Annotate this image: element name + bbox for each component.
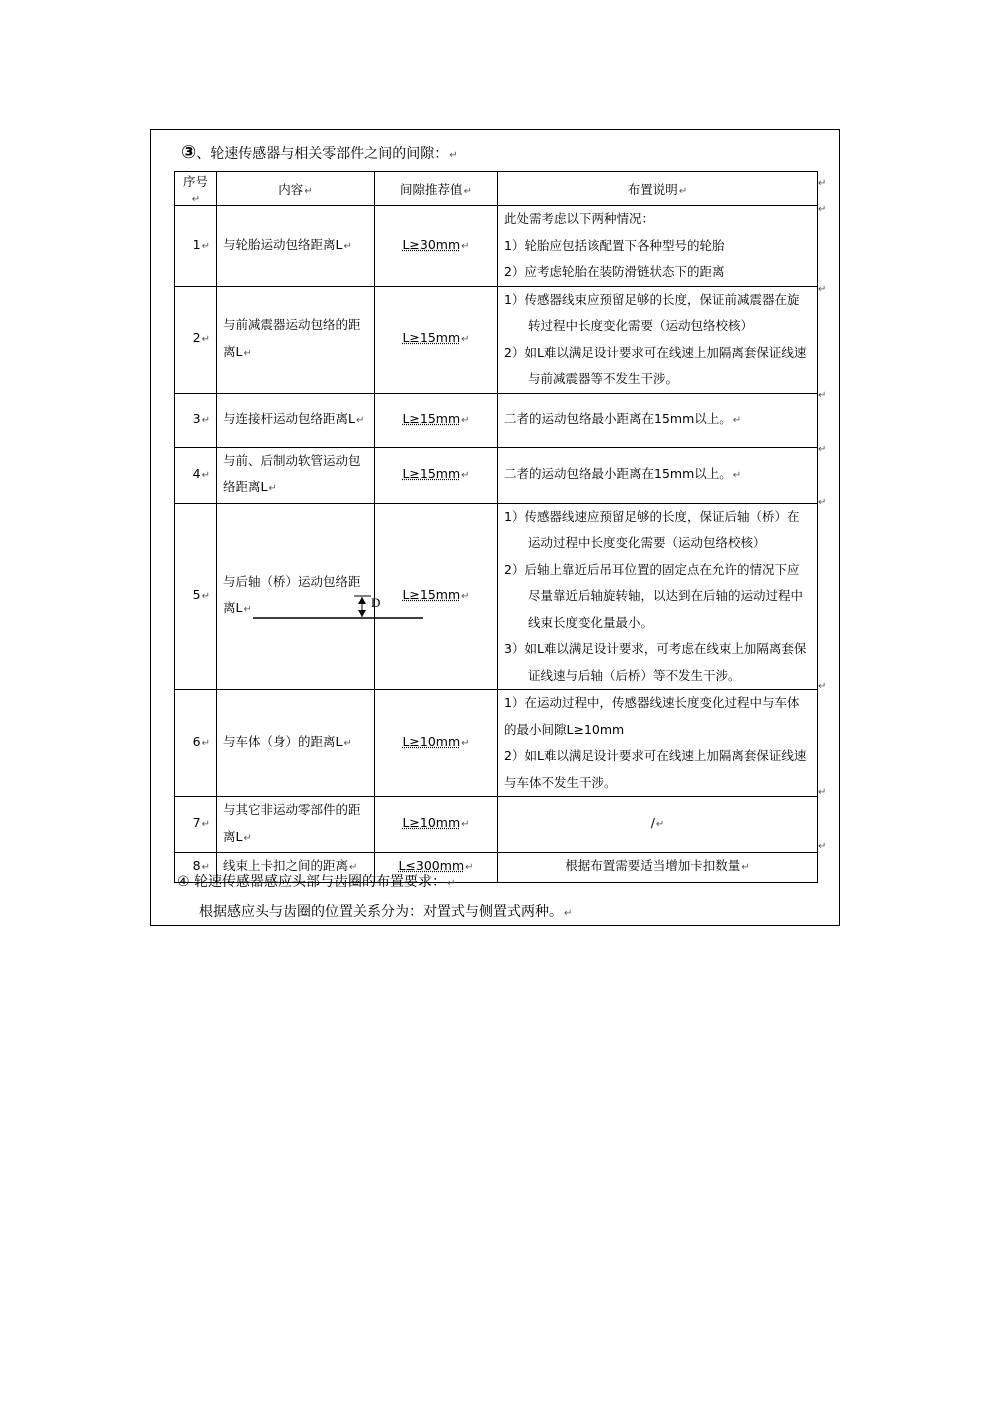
- header-value: 间隙推荐值↵: [375, 172, 498, 206]
- row-notes: 二者的运动包络最小距离在15mm以上。↵: [498, 447, 818, 503]
- table-row: [175, 447, 818, 503]
- row-num: 1↵: [175, 206, 217, 287]
- row-content: 与后轴（桥）运动包络距离L↵: [217, 503, 375, 690]
- document-frame: ③、轮速传感器与相关零部件之间的间隙：↵ 序号↵ 内容↵ 间隙推荐值↵ 布置说明↵ 1↵ 与轮胎运动包络距离L↵ L≥30mm↵ 此处需考虑以下两种情况： 1）轮胎应包括该配置下各种型号的轮胎 2）应考虑轮胎在装防滑链状态下的距离 2↵ 与前减震器运动包络的距离L↵ L≥15mm↵ 1）传感器线束应预留足够的长度，保证前减震器在旋转过程中长度变化需要（运动包络校核） 2）如L难以满足设计要求可在线速上加隔离套保证线速与前减震器等不发生干涉。 3↵ 与连接杆运动包络距离L↵ L≥15mm↵ 二者的运动包络最小距离在15mm以上。↵ 4↵ 与前、后制动软管运动包络距离L↵ L≥15mm↵ 二者的运动包络最小距离在15mm以上。↵ 5↵ 与后轴（桥）运动包络距离L↵ L≥15mm↵ 1）传感器线速应预留足够的长度，保证后轴（桥）在运动过程中长度变化需要（运动包络校核） 2）后轴上靠近后吊耳位置的固定点在允许的情况下应尽量靠近后轴旋转轴，以达到在后轴的运动过程中线束长度变化量最小。 3）如L难以满足设计要求，可考虑在线束上加隔离套保证线速与后轴（后桥）等不发生干涉。 6↵ 与车体（身）的距离L↵ L≥10mm↵ 1）在运动过程中，传感器线速长度变化过程中与车体的最小间隙L≥10mm 2）如L难以满足设计要求可在线速上加隔离套保证线速与车体不发生干涉。 7↵ 与其它非运动零部件的距离L↵ L≥10mm↵ /↵ 8↵ 线束上卡扣之间的距离↵ L≤300mm↵ 根据布置需要适当增加卡扣数量↵ ↵ ↵ ↵ ↵ ↵ ↵ ↵ ↵ ↵ D ④ 轮速传感器感应头部与齿圈的布置要求：↵ 根据感应头与齿圈的位置关系分为：对置式与侧置式两种。↵: [150, 129, 840, 926]
- row-notes: /↵: [498, 797, 818, 853]
- diagram-label: D: [371, 595, 381, 610]
- row-notes: 此处需考虑以下两种情况： 1）轮胎应包括该配置下各种型号的轮胎 2）应考虑轮胎在装防滑链状态下的距离: [498, 206, 818, 287]
- header-num: 序号↵: [175, 172, 217, 206]
- row-value: L≤300mm↵: [375, 853, 498, 883]
- subsection-text: 根据感应头与齿圈的位置关系分为：对置式与侧置式两种。↵: [199, 904, 573, 920]
- section-heading: ③、轮速传感器与相关零部件之间的间隙：↵: [181, 142, 458, 163]
- header-notes: 布置说明↵: [498, 172, 818, 206]
- row-value: L≥10mm↵: [375, 797, 498, 853]
- clearance-table: [174, 171, 818, 883]
- row-content: 线束上卡扣之间的距离↵: [217, 853, 375, 883]
- table-header-row: [175, 172, 818, 206]
- row-num: 5↵: [175, 503, 217, 690]
- row-value: L≥15mm↵: [375, 286, 498, 393]
- table-row: [175, 206, 818, 287]
- header-content: 内容↵: [217, 172, 375, 206]
- row-content: 与前减震器运动包络的距离L↵: [217, 286, 375, 393]
- row-notes: 二者的运动包络最小距离在15mm以上。↵: [498, 393, 818, 447]
- row-notes: 根据布置需要适当增加卡扣数量↵: [498, 853, 818, 883]
- section-number: ③: [181, 142, 197, 163]
- row-value: L≥10mm↵: [375, 690, 498, 797]
- row-num: 7↵: [175, 797, 217, 853]
- row-notes: 1）传感器线束应预留足够的长度，保证前减震器在旋转过程中长度变化需要（运动包络校核） 2）如L难以满足设计要求可在线速上加隔离套保证线速与前减震器等不发生干涉。: [498, 286, 818, 393]
- row-content: 与其它非运动零部件的距离L↵: [217, 797, 375, 853]
- table-row: [175, 797, 818, 853]
- row-num: 3↵: [175, 393, 217, 447]
- row-value: L≥15mm↵: [375, 503, 498, 690]
- row-num: 2↵: [175, 286, 217, 393]
- row-num: 4↵: [175, 447, 217, 503]
- clearance-diagram: [251, 590, 451, 640]
- row-content: 与车体（身）的距离L↵: [217, 690, 375, 797]
- subsection-heading: ④ 轮速传感器感应头部与齿圈的布置要求：↵: [177, 874, 456, 890]
- section-title: 、轮速传感器与相关零部件之间的间隙：: [196, 146, 449, 162]
- row-content: 与轮胎运动包络距离L↵: [217, 206, 375, 287]
- row-content: 与前、后制动软管运动包络距离L↵: [217, 447, 375, 503]
- table-row: [175, 393, 818, 447]
- row-num: 6↵: [175, 690, 217, 797]
- row-notes: 1）传感器线速应预留足够的长度，保证后轴（桥）在运动过程中长度变化需要（运动包络校核） 2）后轴上靠近后吊耳位置的固定点在允许的情况下应尽量靠近后轴旋转轴，以达到在后轴的运动过程中线束长度变化量最小。 3）如L难以满足设计要求，可考虑在线束上加隔离套保证线速与后轴（后桥）等不发生干涉。: [498, 503, 818, 690]
- row-value: L≥15mm↵: [375, 393, 498, 447]
- row-notes: 1）在运动过程中，传感器线速长度变化过程中与车体的最小间隙L≥10mm 2）如L难以满足设计要求可在线速上加隔离套保证线速与车体不发生干涉。: [498, 690, 818, 797]
- row-value: L≥30mm↵: [375, 206, 498, 287]
- row-content: 与连接杆运动包络距离L↵: [217, 393, 375, 447]
- table-row: [175, 286, 818, 393]
- row-value: L≥15mm↵: [375, 447, 498, 503]
- table-row: [175, 690, 818, 797]
- row-num: 8↵: [175, 853, 217, 883]
